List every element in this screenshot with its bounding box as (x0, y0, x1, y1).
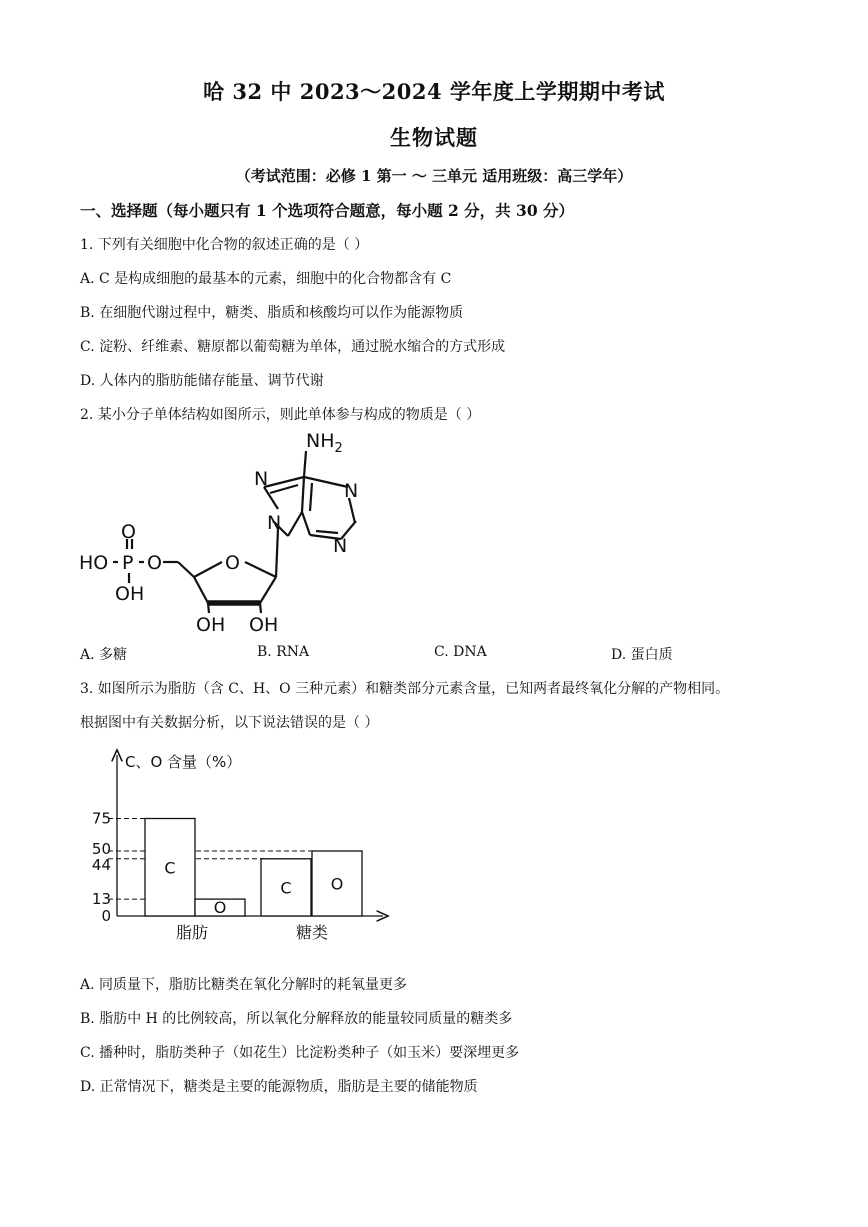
y-tick-label: 44 (91, 855, 111, 874)
q1-stem: 1. 下列有关细胞中化合物的叙述正确的是（ ） (80, 237, 369, 253)
category-label-fat: 脂肪 (175, 923, 209, 942)
n7-label: N (254, 468, 269, 490)
phosphate-ho-label: HO (79, 552, 109, 574)
exam-subtitle: 生物试题 (390, 125, 478, 150)
bar-label: O (213, 898, 227, 917)
q2-option-a: A. 多糖 (80, 647, 128, 663)
y-tick-label: 75 (91, 809, 111, 828)
q3-option-d: D. 正常情况下，糖类是主要的能源物质，脂肪是主要的储能物质 (80, 1079, 478, 1095)
q1-option-b: B. 在细胞代谢过程中，糖类、脂质和核酸均可以作为能源物质 (80, 305, 464, 321)
phosphoryl-oxygen-label: O (121, 521, 136, 543)
q3-stem-line1: 3. 如图所示为脂肪（含 C、H、O 三种元素）和糖类部分元素含量，已知两者最终氧化分解的产物相同。 (80, 681, 730, 697)
q1-option-c: C. 淀粉、纤维素、糖原都以葡萄糖为单体，通过脱水缩合的方式形成 (80, 339, 506, 355)
y-tick-label: 0 (101, 907, 111, 925)
y-tick-label: 13 (91, 890, 111, 909)
y-tick-label: 50 (91, 840, 111, 858)
q2-option-b: B. RNA (257, 644, 310, 660)
phosphorus-label: P (122, 552, 134, 574)
q3-option-b: B. 脂肪中 H 的比例较高，所以氧化分解释放的能量较同质量的糖类多 (80, 1011, 513, 1027)
q1-option-a: A. C 是构成细胞的最基本的元素，细胞中的化合物都含有 C (80, 271, 452, 287)
nucleotide-structure (70, 425, 400, 640)
bar-label: O (330, 874, 344, 894)
n1-label: N (344, 480, 359, 502)
ring-oxygen-label: O (225, 552, 240, 574)
exam-title: 哈 32 中 2023～2024 学年度上学期期中考试 (203, 79, 665, 104)
q3-option-a: A. 同质量下，脂肪比糖类在氧化分解时的耗氧量更多 (80, 977, 408, 993)
q2-option-c: C. DNA (434, 644, 487, 660)
n9-label: N (267, 512, 282, 534)
section-heading: 一、选择题（每小题只有 1 个选项符合题意，每小题 2 分，共 30 分） (80, 201, 575, 220)
exam-scope: （考试范围：必修 1 第一 ～ 三单元 适用班级：高三学年） (235, 167, 633, 185)
y-axis-label: C、O 含量（%） (125, 753, 242, 771)
bar-label: C (164, 858, 176, 878)
q2-stem: 2. 某小分子单体结构如图所示，则此单体参与构成的物质是（ ） (80, 407, 481, 423)
element-content-chart (80, 745, 400, 950)
sugar-2-oh-label: OH (196, 614, 226, 636)
bar-label: C (280, 878, 292, 898)
q3-stem-line2: 根据图中有关数据分析，以下说法错误的是（ ） (80, 715, 379, 731)
sugar-3-oh-label: OH (249, 614, 279, 636)
q3-option-c: C. 播种时，脂肪类种子（如花生）比淀粉类种子（如玉米）要深埋更多 (80, 1045, 520, 1061)
q2-option-d: D. 蛋白质 (611, 647, 673, 663)
amino-label: $NH_2$ (306, 430, 343, 456)
category-label-sugar: 糖类 (295, 923, 329, 942)
ester-oxygen-label: O (147, 552, 162, 574)
phosphate-oh-label: OH (115, 583, 145, 605)
n3-label: N (333, 535, 348, 557)
q1-option-d: D. 人体内的脂肪能储存能量、调节代谢 (80, 373, 324, 389)
